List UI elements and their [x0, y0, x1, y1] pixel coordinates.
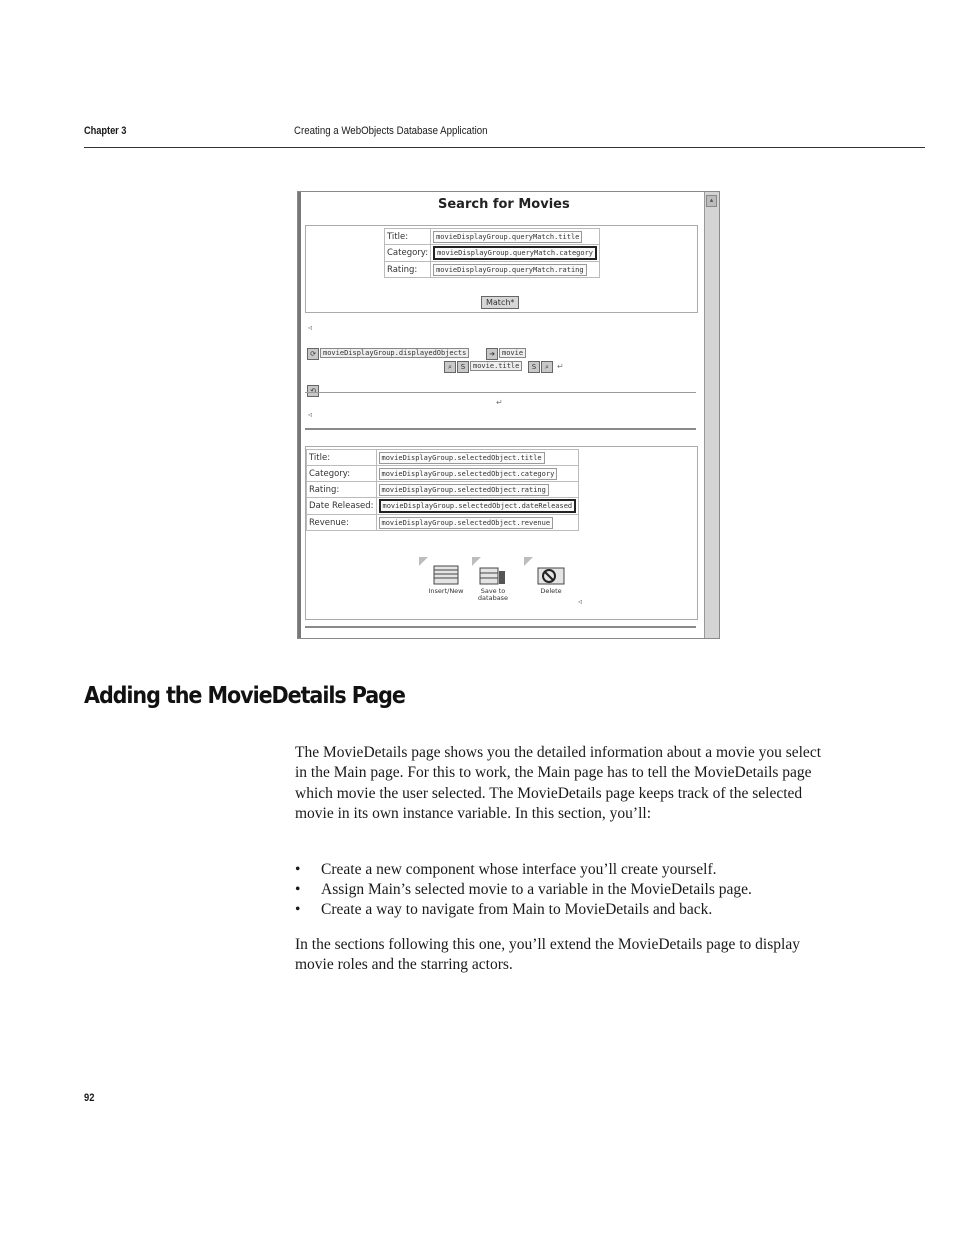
repetition-item-binding[interactable]: movie [499, 348, 526, 358]
save-database-icon [479, 565, 507, 585]
query-rating-field[interactable]: movieDisplayGroup.queryMatch.rating [433, 264, 587, 276]
delete-icon [537, 565, 565, 585]
query-table [384, 228, 600, 278]
string-end-icon: S [528, 361, 540, 373]
task-list [295, 860, 825, 920]
bullet-icon: • [295, 881, 301, 898]
detail-row [307, 498, 579, 515]
chapter-label: Chapter 3 [84, 125, 127, 137]
query-label: Category: [385, 245, 431, 262]
hyperlink-end-icon: ⌕ [541, 361, 553, 373]
closing-paragraph: In the sections following this one, you’ll extend the MovieDetails page to display movie roles and the starring actors. [295, 936, 800, 974]
list-item-text: Create a new component whose interface you’ll create yourself. [321, 861, 717, 878]
section-title: Adding the MovieDetails Page [84, 683, 405, 709]
query-title-field[interactable]: movieDisplayGroup.queryMatch.title [433, 231, 582, 243]
detail-label: Revenue: [307, 515, 377, 531]
arrow-right-icon: ➔ [486, 348, 498, 360]
detail-label: Rating: [307, 482, 377, 498]
hyperlink-binding[interactable]: movie.title [470, 361, 522, 371]
horizontal-rule [305, 626, 696, 628]
query-category-field[interactable]: movieDisplayGroup.queryMatch.category [433, 246, 597, 260]
divider [305, 392, 696, 393]
query-label: Title: [385, 229, 431, 245]
match-button[interactable]: Match* [481, 296, 519, 309]
list-item [295, 900, 825, 920]
list-item [295, 860, 825, 880]
query-row [385, 229, 600, 245]
bullet-icon: • [295, 861, 301, 878]
horizontal-rule [305, 428, 696, 430]
list-item-text: Assign Main’s selected movie to a variable in the MovieDetails page. [321, 881, 752, 898]
cursor-marker-icon: ◃ [308, 410, 313, 419]
window-edge [298, 192, 301, 638]
delete-label: Delete [540, 587, 562, 595]
detail-row [307, 450, 579, 466]
detail-row [307, 482, 579, 498]
page-number: 92 [84, 1092, 95, 1104]
detail-label: Title: [307, 450, 377, 466]
detail-rating-field[interactable]: movieDisplayGroup.selectedObject.rating [379, 484, 549, 496]
return-icon: ↵ [496, 398, 503, 407]
search-title: Search for Movies [438, 197, 570, 212]
detail-row [307, 466, 579, 482]
running-title: Creating a WebObjects Database Application [294, 125, 488, 137]
detail-date-released-field[interactable]: movieDisplayGroup.selectedObject.dateReleased [379, 499, 577, 513]
return-icon: ↵ [557, 362, 564, 371]
query-label: Rating: [385, 262, 431, 278]
detail-revenue-field[interactable]: movieDisplayGroup.selectedObject.revenue [379, 517, 554, 529]
cursor-marker-icon: ◃ [308, 323, 313, 332]
save-to-database-button[interactable] [472, 565, 514, 602]
insert-new-button[interactable] [422, 565, 470, 595]
repetition-end-icon: ⟲ [307, 385, 319, 397]
repetition-list-binding[interactable]: movieDisplayGroup.displayedObjects [320, 348, 469, 358]
bullet-icon: • [295, 901, 301, 918]
detail-label: Date Released: [307, 498, 377, 515]
hyperlink-icon[interactable]: ⌕ [444, 361, 456, 373]
insert-new-label: Insert/New [428, 587, 464, 595]
cursor-marker-icon: ◃ [578, 597, 583, 606]
detail-table [306, 449, 579, 531]
detail-category-field[interactable]: movieDisplayGroup.selectedObject.category [379, 468, 558, 480]
repetition-icon[interactable]: ⟳ [307, 348, 319, 360]
query-row [385, 245, 600, 262]
delete-button[interactable] [530, 565, 572, 595]
scroll-up-icon[interactable]: ▴ [706, 195, 717, 207]
list-item [295, 880, 825, 900]
query-row [385, 262, 600, 278]
detail-label: Category: [307, 466, 377, 482]
screenshot-figure [297, 191, 720, 639]
intro-paragraph: The MovieDetails page shows you the detailed information about a movie you select in the Main page. For this to work, the Main page has to tell the MovieDetails page which movie the user selected. The MovieDetails page keeps track of the selected movie in its own instance variable. In this section, you’ll: [295, 744, 822, 822]
save-to-database-label: Save to database [477, 587, 509, 602]
list-item-text: Create a way to navigate from Main to MovieDetails and back. [321, 901, 713, 918]
string-icon: S [457, 361, 469, 373]
scrollbar[interactable] [704, 192, 719, 638]
table-icon [433, 565, 459, 585]
header-rule [84, 147, 925, 148]
detail-row [307, 515, 579, 531]
detail-title-field[interactable]: movieDisplayGroup.selectedObject.title [379, 452, 545, 464]
